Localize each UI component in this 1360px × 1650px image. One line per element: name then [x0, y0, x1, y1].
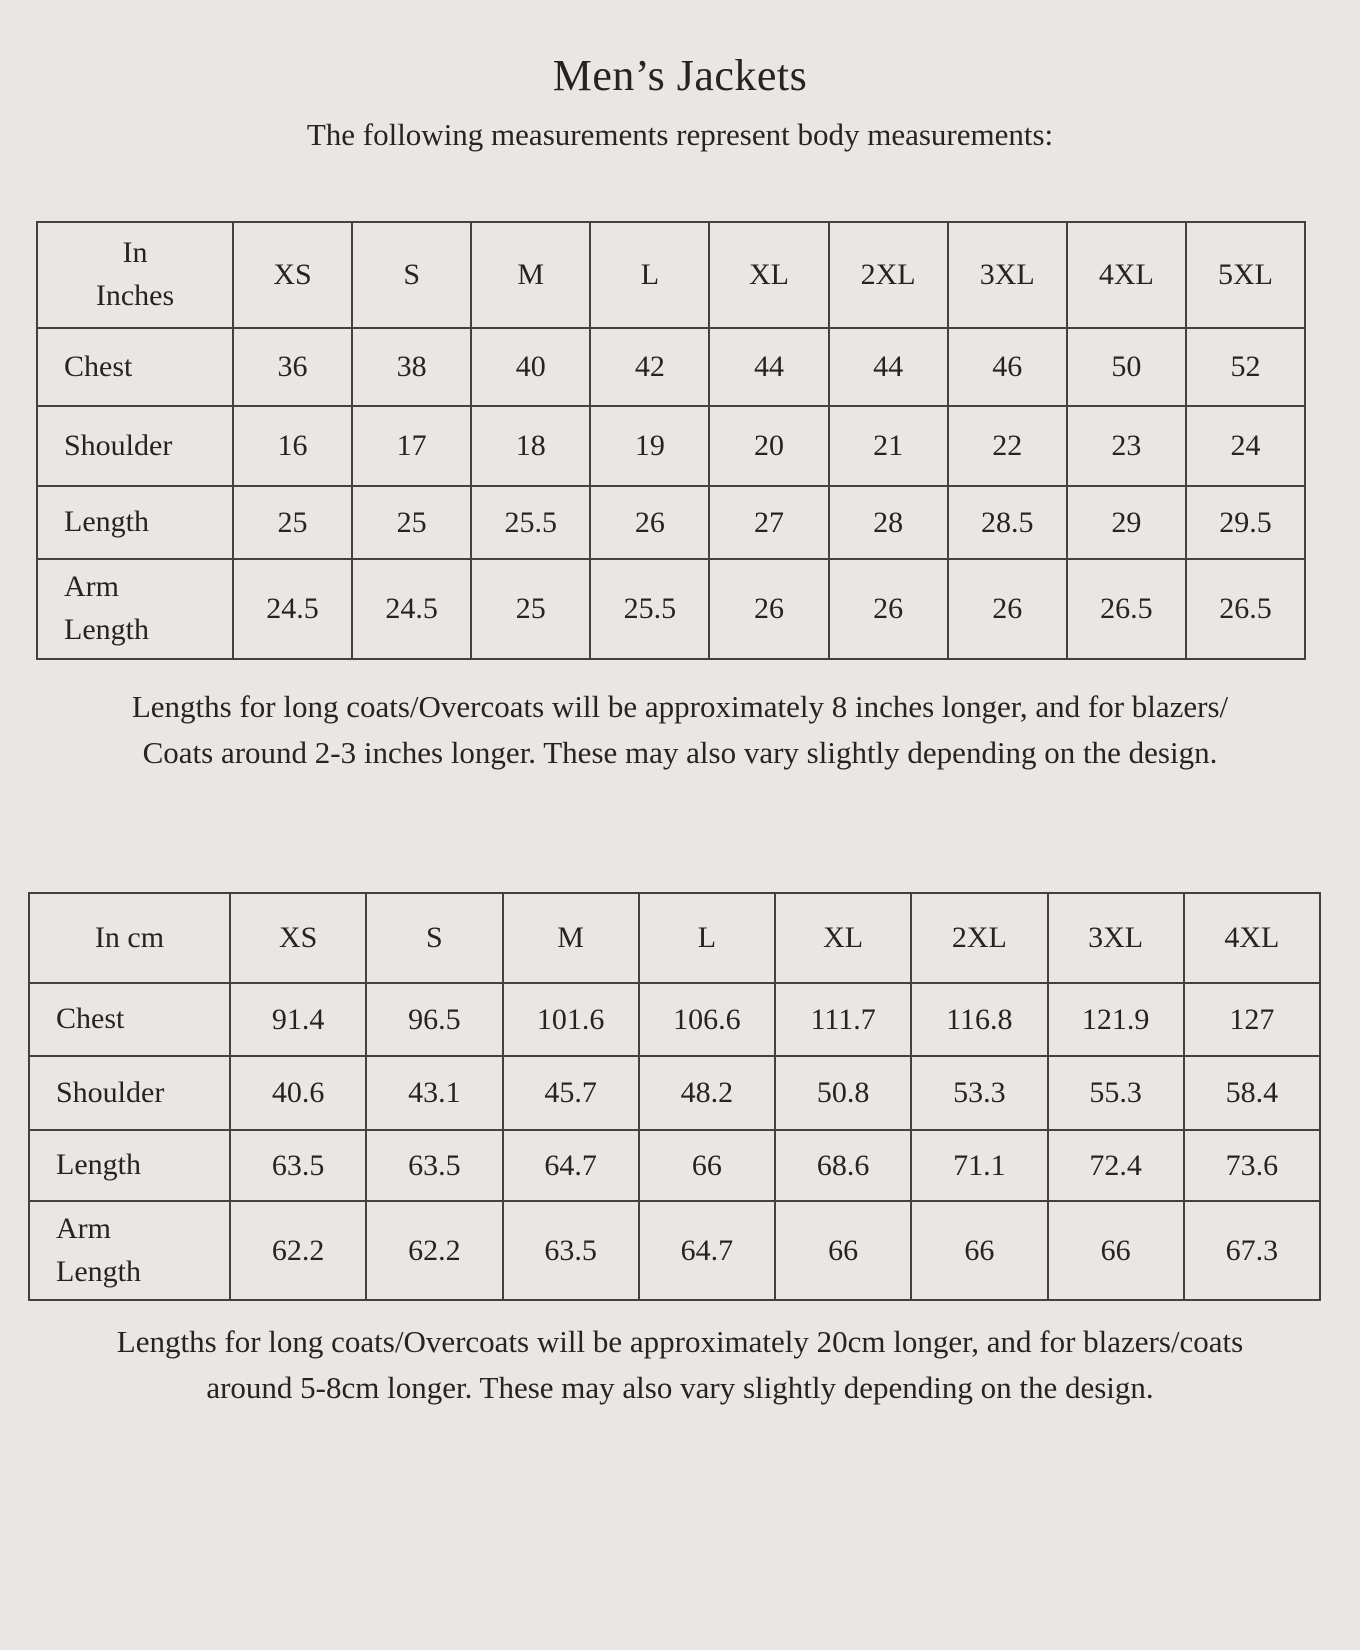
measurement-cell: 72.4 [1048, 1130, 1184, 1201]
header-row [37, 222, 1305, 328]
size-column-header: S [352, 222, 471, 328]
row-label [37, 486, 233, 559]
measurement-cell: 62.2 [230, 1201, 366, 1300]
measurement-cell: 23 [1067, 406, 1186, 486]
measurement-cell: 28.5 [948, 486, 1067, 559]
size-column-header: 4XL [1067, 222, 1186, 328]
measurement-cell: 64.7 [503, 1130, 639, 1201]
measurement-cell: 25 [471, 559, 590, 659]
measurement-cell: 121.9 [1048, 983, 1184, 1056]
measurement-cell: 26 [948, 559, 1067, 659]
measurement-cell: 73.6 [1184, 1130, 1320, 1201]
row-label-line: Shoulder [64, 428, 173, 462]
unit-label-line: In [122, 236, 148, 270]
measurement-cell: 43.1 [366, 1056, 502, 1130]
measurement-cell: 24.5 [233, 559, 352, 659]
measurement-cell: 106.6 [639, 983, 775, 1056]
measurement-cell: 67.3 [1184, 1201, 1320, 1300]
measurement-cell: 63.5 [366, 1130, 502, 1201]
size-column-header: L [639, 893, 775, 983]
measurement-cell: 27 [709, 486, 828, 559]
measurement-cell: 127 [1184, 983, 1320, 1056]
table-row-length [29, 1130, 1320, 1201]
size-column-header: 3XL [948, 222, 1067, 328]
size-column-header: M [471, 222, 590, 328]
table-row-arm-length [29, 1201, 1320, 1300]
measurement-cell: 101.6 [503, 983, 639, 1056]
measurement-cell: 44 [829, 328, 948, 406]
row-label [29, 1201, 230, 1300]
measurement-cell: 66 [1048, 1201, 1184, 1300]
row-label [37, 559, 233, 659]
row-label-line: Shoulder [56, 1075, 165, 1109]
measurement-cell: 36 [233, 328, 352, 406]
size-column-header: XL [775, 893, 911, 983]
inches-section [0, 221, 1360, 776]
measurement-cell: 50.8 [775, 1056, 911, 1130]
size-column-header: M [503, 893, 639, 983]
measurement-cell: 66 [639, 1130, 775, 1201]
unit-header-cell [37, 222, 233, 328]
measurement-cell: 18 [471, 406, 590, 486]
cm-note-line-2: around 5-8cm longer. These may also vary slightly depending on the design. [206, 1370, 1154, 1405]
measurement-cell: 44 [709, 328, 828, 406]
table-row-shoulder [29, 1056, 1320, 1130]
measurement-cell: 58.4 [1184, 1056, 1320, 1130]
inches-note [0, 684, 1360, 776]
table-row-shoulder [37, 406, 1305, 486]
measurement-cell: 55.3 [1048, 1056, 1184, 1130]
size-column-header: XL [709, 222, 828, 328]
size-column-header: XS [233, 222, 352, 328]
size-column-header: 2XL [911, 893, 1047, 983]
unit-header-cell [29, 893, 230, 983]
cm-note [0, 1319, 1360, 1411]
measurement-cell: 26.5 [1186, 559, 1305, 659]
measurement-cell: 40.6 [230, 1056, 366, 1130]
measurement-cell: 96.5 [366, 983, 502, 1056]
measurement-cell: 40 [471, 328, 590, 406]
size-column-header: S [366, 893, 502, 983]
size-column-header: L [590, 222, 709, 328]
row-label-line: Chest [64, 349, 133, 383]
measurement-cell: 64.7 [639, 1201, 775, 1300]
measurement-cell: 25 [352, 486, 471, 559]
size-column-header: 2XL [829, 222, 948, 328]
table-row-chest [37, 328, 1305, 406]
table-row-arm-length [37, 559, 1305, 659]
row-label-line: Length [56, 1148, 141, 1182]
measurement-cell: 38 [352, 328, 471, 406]
size-column-header: 5XL [1186, 222, 1305, 328]
row-label-line: Arm [56, 1211, 111, 1245]
measurement-cell: 48.2 [639, 1056, 775, 1130]
row-label-line: Length [64, 505, 149, 539]
inches-note-line-1: Lengths for long coats/Overcoats will be approximately 8 inches longer, and for blazers/ [131, 689, 1229, 724]
measurement-cell: 68.6 [775, 1130, 911, 1201]
row-label-line: Arm [64, 570, 119, 604]
measurement-cell: 111.7 [775, 983, 911, 1056]
measurement-cell: 50 [1067, 328, 1186, 406]
row-label-line: Length [56, 1254, 141, 1288]
measurement-cell: 25.5 [471, 486, 590, 559]
measurement-cell: 26 [829, 559, 948, 659]
size-chart-document [0, 50, 1360, 1650]
measurement-cell: 52 [1186, 328, 1305, 406]
measurement-cell: 26 [590, 486, 709, 559]
measurement-cell: 66 [775, 1201, 911, 1300]
measurement-cell: 24.5 [352, 559, 471, 659]
size-column-header: 4XL [1184, 893, 1320, 983]
row-label [37, 406, 233, 486]
measurement-cell: 25.5 [590, 559, 709, 659]
row-label-line: Length [64, 613, 149, 646]
measurement-cell: 63.5 [503, 1201, 639, 1300]
measurement-cell: 45.7 [503, 1056, 639, 1130]
table-row-chest [29, 983, 1320, 1056]
page-title: Men’s Jackets [552, 51, 808, 100]
measurement-cell: 29 [1067, 486, 1186, 559]
header-row [29, 893, 1320, 983]
row-label [29, 983, 230, 1056]
row-label [37, 328, 233, 406]
row-label-line: Chest [56, 1002, 125, 1036]
measurement-cell: 28 [829, 486, 948, 559]
measurement-cell: 116.8 [911, 983, 1047, 1056]
measurement-cell: 25 [233, 486, 352, 559]
measurement-cell: 26 [709, 559, 828, 659]
row-label [29, 1130, 230, 1201]
cm-note-line-1: Lengths for long coats/Overcoats will be approximately 20cm longer, and for blazers/coats [116, 1324, 1244, 1359]
measurement-cell: 19 [590, 406, 709, 486]
row-label [29, 1056, 230, 1130]
page-subtitle: The following measurements represent body measurements: [306, 117, 1054, 152]
measurement-cell: 21 [829, 406, 948, 486]
measurement-cell: 66 [911, 1201, 1047, 1300]
measurement-cell: 20 [709, 406, 828, 486]
inches-note-line-2: Coats around 2-3 inches longer. These may also vary slightly depending on the design. [142, 735, 1218, 770]
measurement-cell: 24 [1186, 406, 1305, 486]
measurement-cell: 62.2 [366, 1201, 502, 1300]
unit-label-line: Inches [95, 279, 175, 312]
measurement-cell: 29.5 [1186, 486, 1305, 559]
inches-size-table [36, 221, 1306, 660]
measurement-cell: 71.1 [911, 1130, 1047, 1201]
cm-section [0, 892, 1360, 1411]
measurement-cell: 42 [590, 328, 709, 406]
measurement-cell: 53.3 [911, 1056, 1047, 1130]
measurement-cell: 46 [948, 328, 1067, 406]
measurement-cell: 63.5 [230, 1130, 366, 1201]
cm-size-table [28, 892, 1321, 1301]
unit-label-line: In cm [94, 920, 165, 954]
size-column-header: XS [230, 893, 366, 983]
measurement-cell: 17 [352, 406, 471, 486]
measurement-cell: 91.4 [230, 983, 366, 1056]
size-column-header: 3XL [1048, 893, 1184, 983]
measurement-cell: 26.5 [1067, 559, 1186, 659]
table-row-length [37, 486, 1305, 559]
measurement-cell: 16 [233, 406, 352, 486]
measurement-cell: 22 [948, 406, 1067, 486]
